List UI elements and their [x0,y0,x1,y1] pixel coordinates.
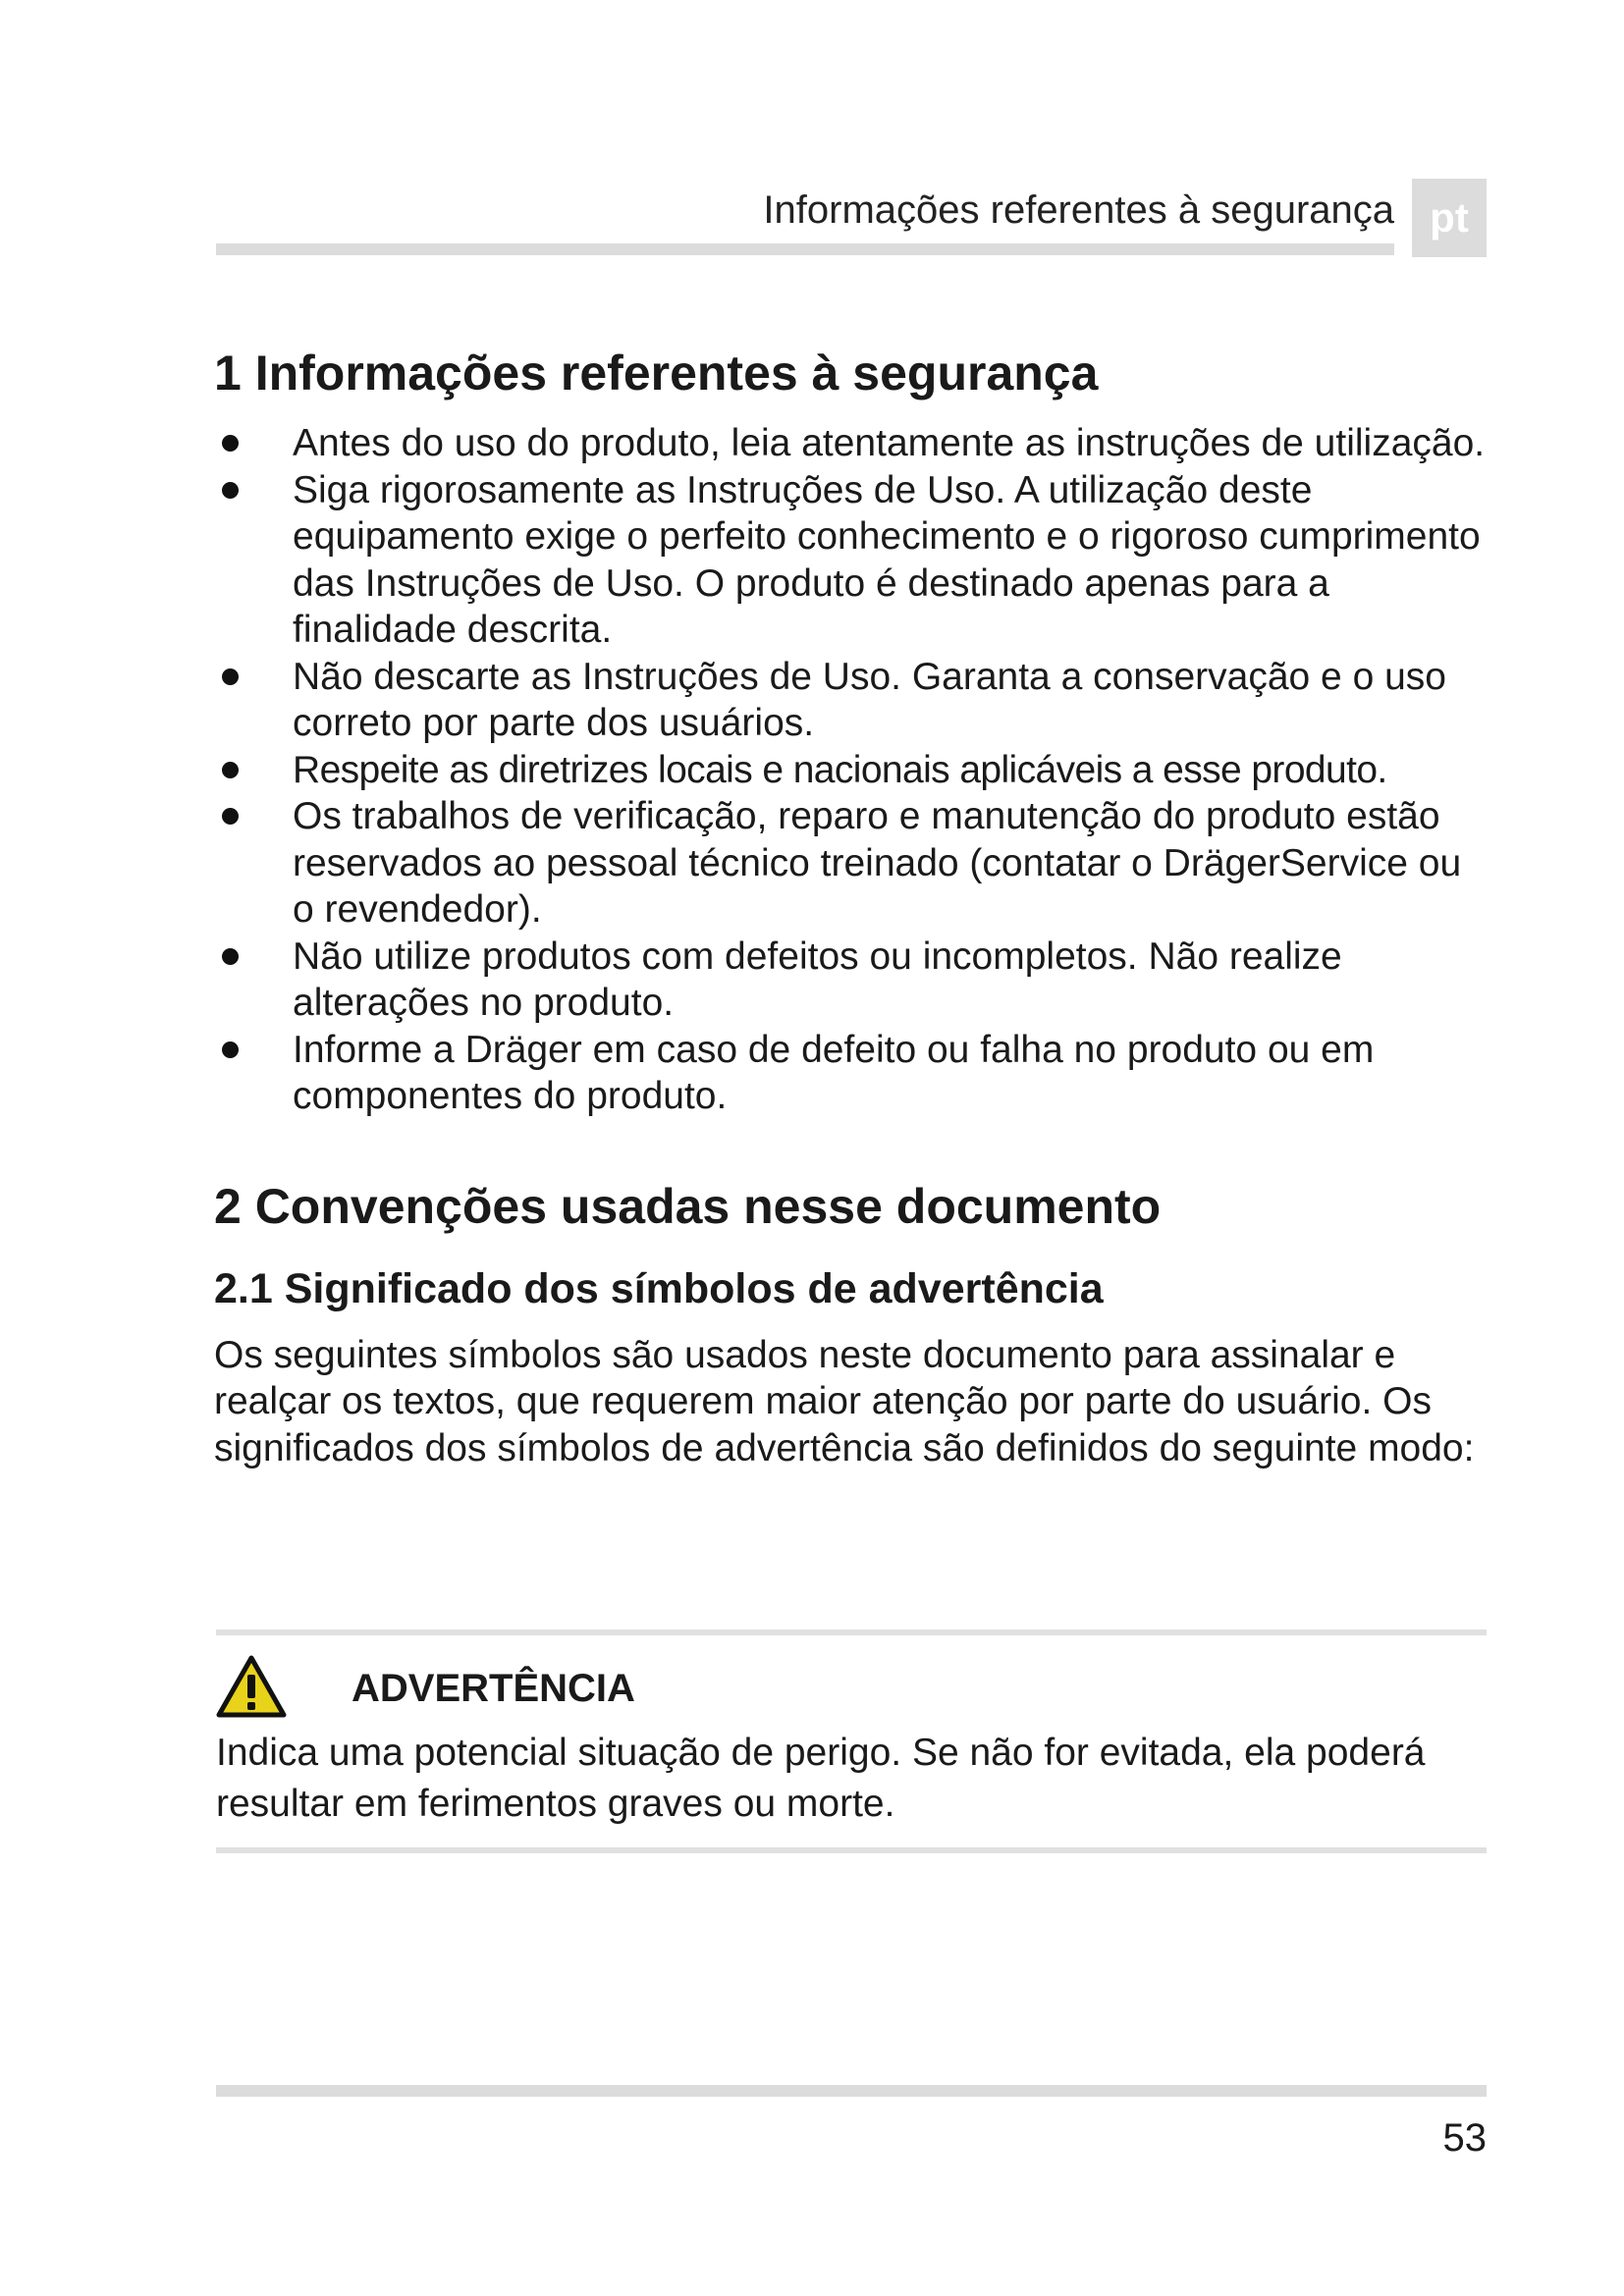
section-1-title: 1 Informações referentes à segurança [214,346,1099,400]
list-item-text: Siga rigorosamente as Instruções de Uso. A utilização deste equipamento exige o perfeito conhecimento e o rigoroso cumprimento das Instruções de Uso. O produto é destinado apenas para a finalidade descrita. [293,468,1481,651]
bullet-icon [222,948,239,965]
list-item [214,747,1490,794]
list-item [214,793,1490,934]
language-tab: pt [1412,179,1487,257]
warning-triangle-icon [216,1655,287,1723]
main-content [214,344,1490,1471]
page-number: 53 [1442,2116,1487,2160]
subsection-2-1-body: Os seguintes símbolos são usados neste documento para assinalar e realçar os textos, que requerem maior atenção por parte do usuário. Os significados dos símbolos de advertência são definidos do seguinte modo: [214,1333,1475,1469]
bullet-icon [222,435,239,452]
warning-bottom-divider [216,1847,1487,1853]
warning-header [216,1655,1487,1722]
list-item [214,934,1490,1027]
list-item [214,1027,1490,1120]
list-item-text: Antes do uso do produto, leia atentamente as instruções de utilização. [293,422,1486,464]
safety-bullet-list [214,420,1490,1120]
list-item-text: Não descarte as Instruções de Uso. Garanta a conservação e o uso correto por parte dos usuários. [293,655,1446,744]
bullet-icon [222,1041,239,1058]
bullet-icon [222,762,239,778]
warning-text: Indica uma potencial situação de perigo. Se não for evitada, ela poderá resultar em ferimentos graves ou morte. [216,1732,1426,1825]
list-item [214,654,1490,747]
list-item-text: Não utilize produtos com defeitos ou incompletos. Não realize alterações no produto. [293,934,1342,1024]
list-item-text: Respeite as diretrizes locais e nacionais aplicáveis a esse produto. [293,748,1387,791]
warning-box [216,1629,1487,1853]
list-item-text: Informe a Dräger em caso de defeito ou falha no produto ou em componentes do produto. [293,1028,1375,1117]
warning-top-divider [216,1629,1487,1635]
list-item-text: Os trabalhos de verificação, reparo e manutenção do produto estão reservados ao pessoal técnico treinado (contatar o DrägerService ou o revendedor). [293,795,1462,931]
subsection-2-1-title: 2.1 Significado dos símbolos de advertência [214,1264,1104,1312]
list-item [214,420,1490,467]
header-divider [216,243,1394,255]
bullet-icon [222,668,239,685]
footer-divider [216,2085,1487,2097]
warning-title: ADVERTÊNCIA [352,1667,635,1710]
section-2-title: 2 Convenções usadas nesse documento [214,1178,1162,1234]
list-item [214,467,1490,654]
bullet-icon [222,808,239,825]
bullet-icon [222,482,239,499]
running-header-title: Informações referentes à segurança [763,188,1394,232]
